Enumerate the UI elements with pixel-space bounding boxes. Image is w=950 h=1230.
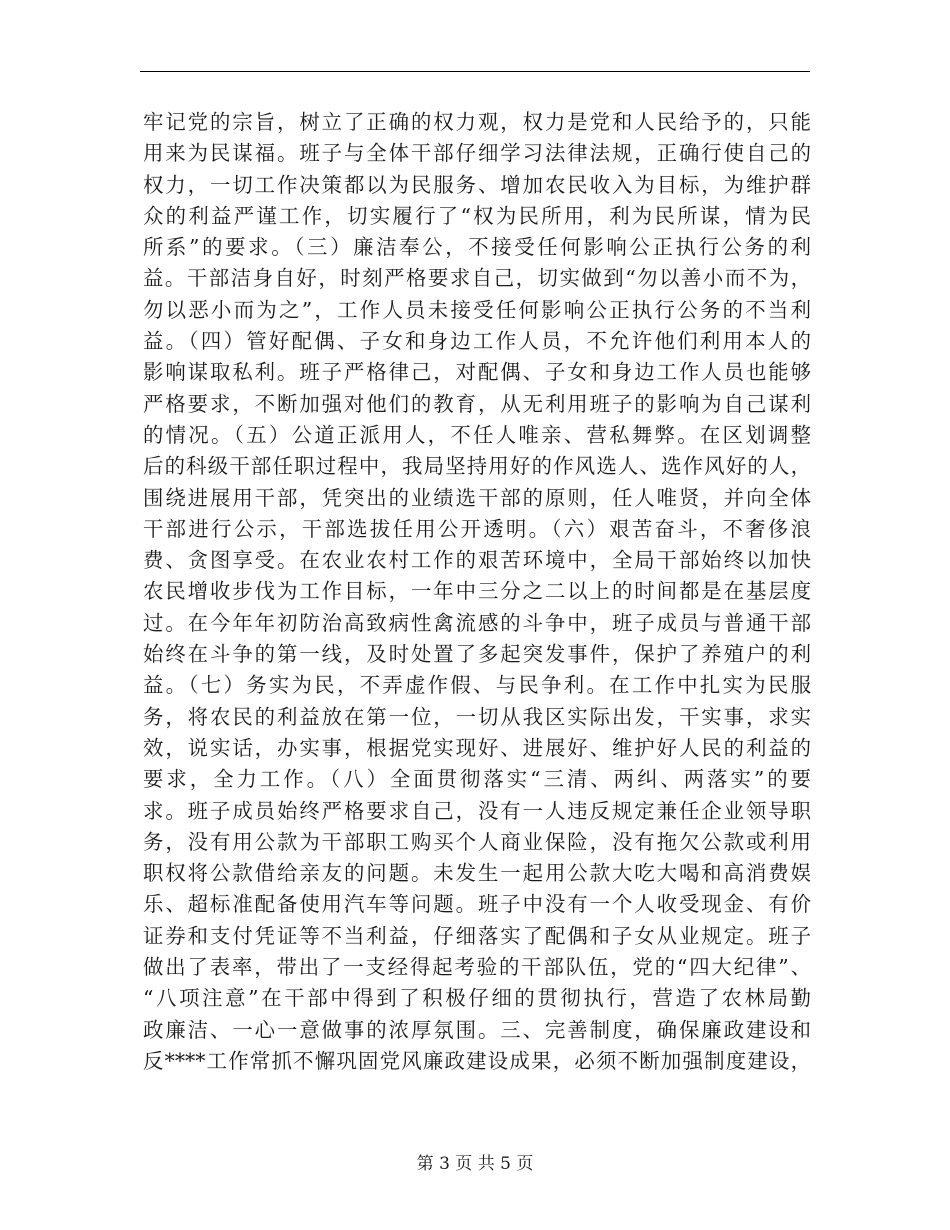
page-footer [0,1152,950,1176]
text-line: 围绕进展用干部，凭突出的业绩选干部的原则，任人唯贤，并向全体 [143,485,811,510]
text-line: 务，没有用公款为干部职工购买个人商业保险，没有拖欠公款或利用 [143,829,811,854]
text-line: “八项注意”在干部中得到了积极仔细的贯彻执行，营造了农林局勤 [143,986,811,1011]
text-line: 后的科级干部任职过程中，我局坚持用好的作风选人、选作风好的人， [143,454,811,479]
text-line: 所系”的要求。（三）廉洁奉公，不接受任何影响公正执行公务的利 [143,235,811,260]
text-line: 益。（七）务实为民，不弄虚作假、与民争利。在工作中扎实为民服 [143,673,811,698]
text-line: 用来为民谋福。班子与全体干部仔细学习法律法规，正确行使自己的 [143,141,811,166]
text-line: 牢记党的宗旨，树立了正确的权力观，权力是党和人民给予的，只能 [143,110,811,134]
text-line: 影响谋取私利。班子严格律己，对配偶、子女和身边工作人员也能够 [143,360,811,385]
text-line: 严格要求，不断加强对他们的教育，从无利用班子的影响为自己谋利 [143,391,811,416]
text-line: 始终在斗争的第一线，及时处置了多起突发事件，保护了养殖户的利 [143,642,811,667]
text-line: 权力，一切工作决策都以为民服务、增加农民收入为目标，为维护群 [143,172,811,197]
text-line: 过。在今年年初防治高致病性禽流感的斗争中，班子成员与普通干部 [143,610,811,635]
text-line: 勿以恶小而为之”，工作人员未接受任何影响公正执行公务的不当利 [143,297,811,322]
text-line: 职权将公款借给亲友的问题。未发生一起用公款大吃大喝和高消费娱 [143,861,811,886]
text-line: 反****工作常抓不懈巩固党风廉政建设成果，必须不断加强制度建设， [143,1048,811,1073]
text-line: 效，说实话，办实事，根据党实现好、进展好、维护好人民的利益的 [143,735,811,760]
text-line: 求。班子成员始终严格要求自己，没有一人违反规定兼任企业领导职 [143,798,811,823]
text-line: 证券和支付凭证等不当利益，仔细落实了配偶和子女从业规定。班子 [143,923,811,948]
text-line: 益。干部洁身自好，时刻严格要求自己，切实做到“勿以善小而不为， [143,266,811,291]
text-line: 干部进行公示，干部选拔任用公开透明。（六）艰苦奋斗，不奢侈浪 [143,516,811,541]
text-line: 益。（四）管好配偶、子女和身边工作人员，不允许他们利用本人的 [143,329,811,354]
text-line: 做出了表率，带出了一支经得起考验的干部队伍，党的“四大纪律”、 [143,955,811,980]
document-body [143,107,811,1077]
text-line: 政廉洁、一心一意做事的浓厚氛围。三、完善制度，确保廉政建设和 [143,1017,811,1042]
text-line: 乐、超标准配备使用汽车等问题。班子中没有一个人收受现金、有价 [143,892,811,917]
text-line: 费、贪图享受。在农业农村工作的艰苦环境中，全局干部始终以加快 [143,548,811,573]
text-line: 众的利益严谨工作，切实履行了“权为民所用，利为民所谋，情为民 [143,203,811,228]
text-line: 的情况。（五）公道正派用人，不任人唯亲、营私舞弊。在区划调整 [143,422,811,447]
header-rule [140,71,810,72]
page-number-label: 第 3 页 共 5 页 [416,1154,534,1174]
text-line: 农民增收步伐为工作目标，一年中三分之二以上的时间都是在基层度 [143,579,811,604]
text-line: 务，将农民的利益放在第一位，一切从我区实际出发，干实事，求实 [143,704,811,729]
text-line: 要求，全力工作。（八）全面贯彻落实“三清、两纠、两落实”的要 [143,767,811,792]
